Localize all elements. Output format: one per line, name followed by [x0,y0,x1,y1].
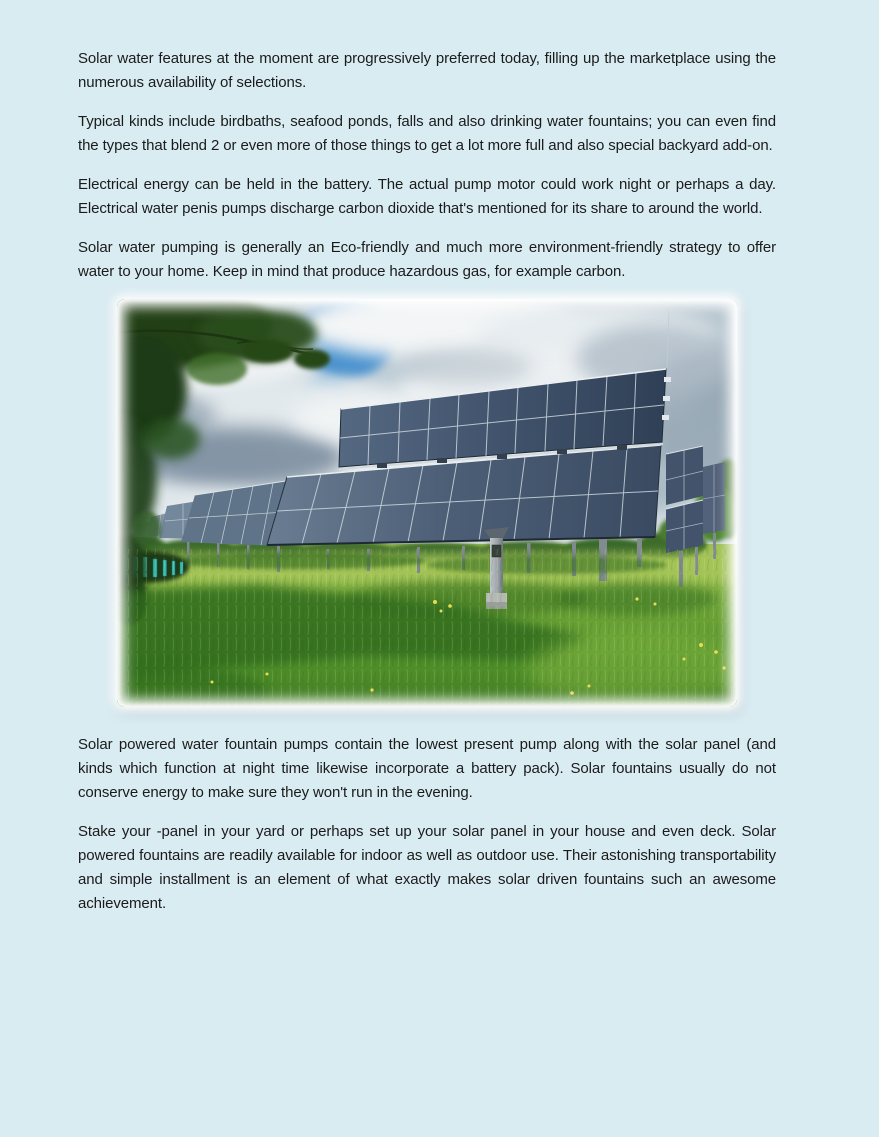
paragraph: Solar water features at the moment are progressively preferred today, filling up the marketplace using the numerous availability of selections. [78,50,776,91]
photo-figure [117,299,737,707]
paragraph: Electrical energy can be held in the battery. The actual pump motor could work night or perhaps a day. Electrical water penis pumps discharge carbon dioxide that's mentioned for its share to around the world. [78,176,776,217]
solar-panels-illustration [117,299,737,707]
solar-panels-photo [117,299,737,707]
paragraph: Typical kinds include birdbaths, seafood ponds, falls and also drinking water fountains; you can even find the types that blend 2 or even more of those things to get a lot more full and also special backyard add-on. [78,113,776,154]
paragraph: Solar water pumping is generally an Eco-friendly and much more environment-friendly strategy to offer water to your home. Keep in mind that produce hazardous gas, for example carbon. [78,239,776,280]
paragraph: Stake your -panel in your yard or perhaps set up your solar panel in your house and even deck. Solar powered fountains are readily available for indoor as well as outdoor use. Their astonishing transportability and simple installment is an element of what exactly makes solar driven fountains such an awesome achievement. [78,823,776,912]
paragraph: Solar powered water fountain pumps contain the lowest present pump along with the solar panel (and kinds which function at night time likewise incorporate a battery pack). Solar fountains usually do not conserve energy to make sure they won't run in the evening. [78,736,776,801]
